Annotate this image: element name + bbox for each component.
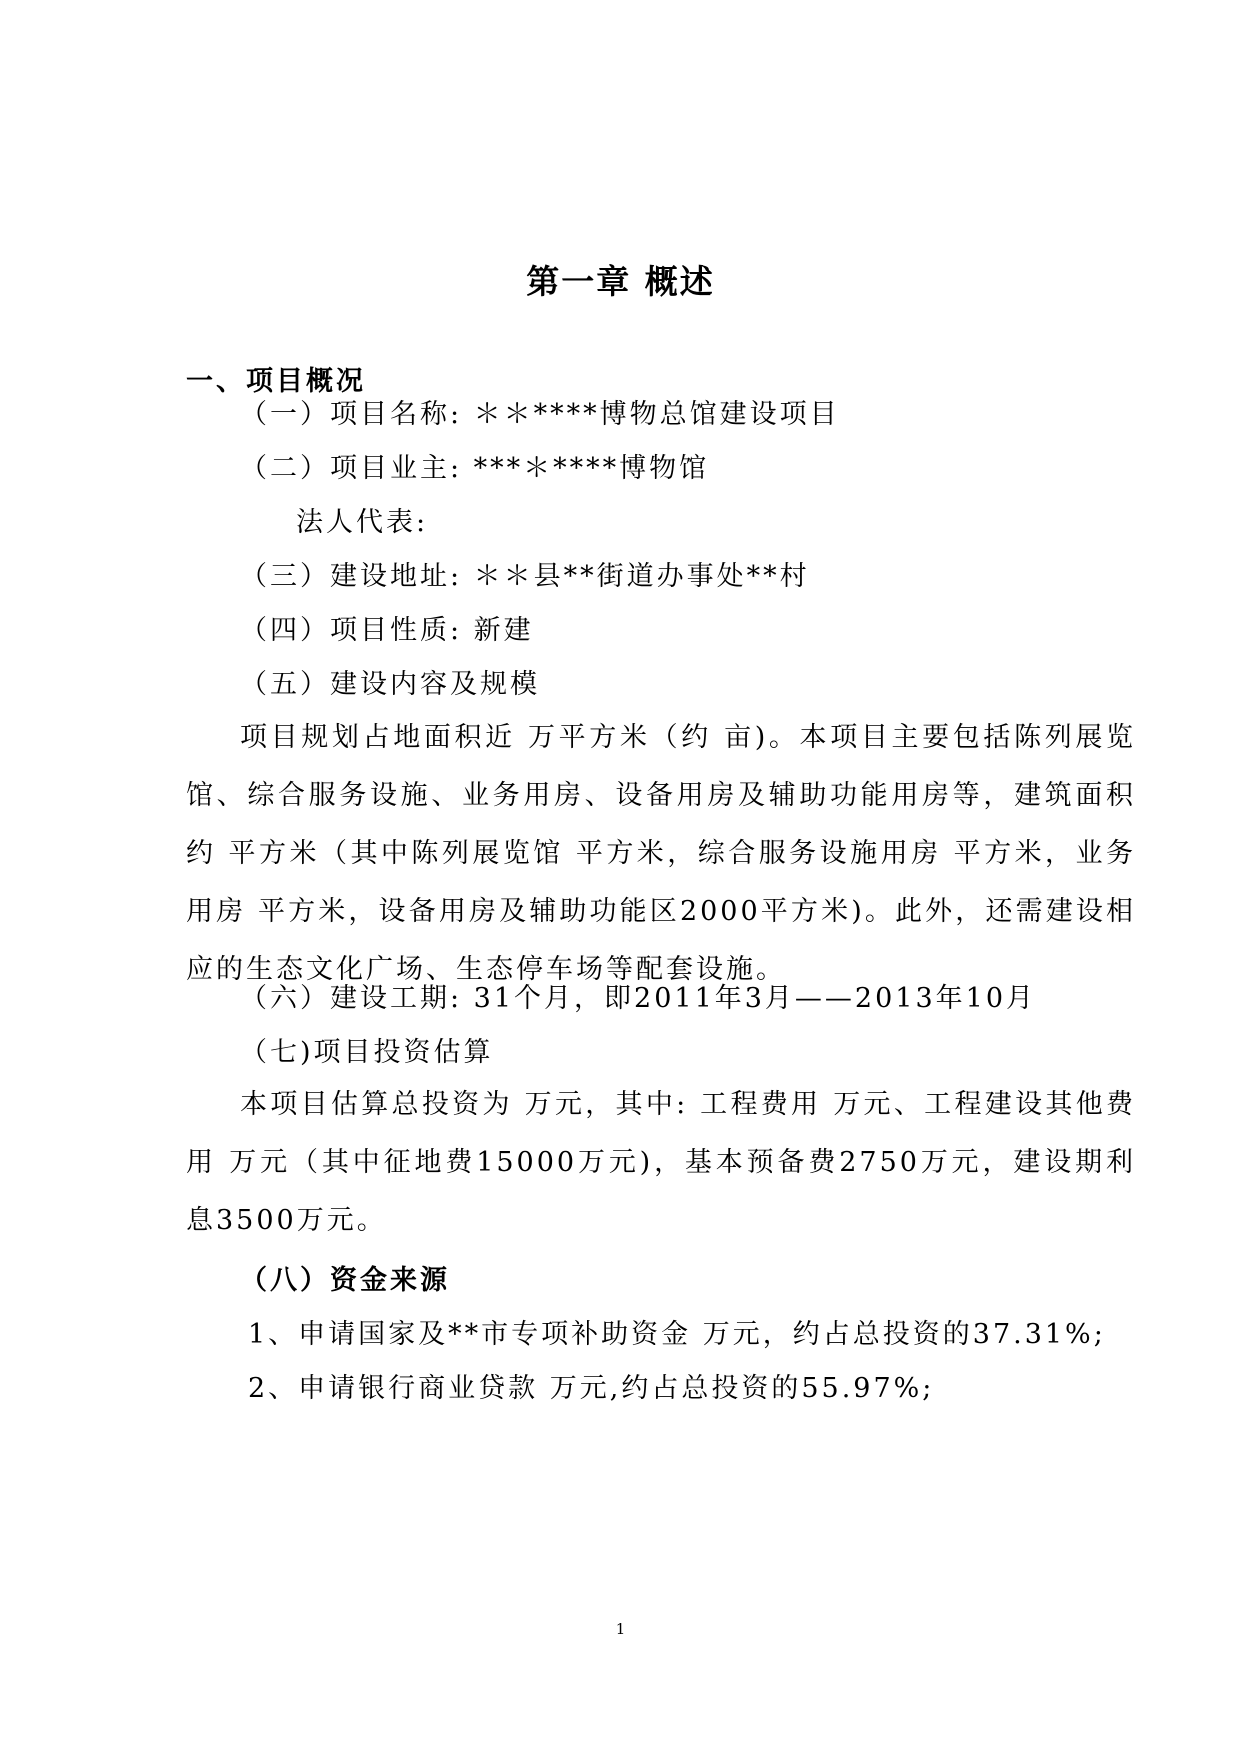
item-construction-period: （六）建设工期: 31个月，即2011年3月——2013年10月 (240, 983, 1036, 1014)
item-construction-scope: （五）建设内容及规模 (240, 669, 540, 700)
chapter-title: 第一章 概述 (526, 262, 715, 301)
funding-item-1: 1、申请国家及**市专项补助资金 万元，约占总投资的37.31%; (248, 1319, 1106, 1350)
scale-paragraph: 项目规划占地面积近 万平方米（约 亩)。本项目主要包括陈列展览馆、综合服务设施、业务用房、设备用房及辅助功能用房等，建筑面积约 平方米（其中陈列展览馆 平方米，综合服务设施用房 平方米，业务用房 平方米，设备用房及辅助功能区2000平方米)。此外，还需建设相应的生态文化广场、生态停车场等配套设施。 (186, 722, 1136, 985)
item-construction-address: （三）建设地址: ＊＊县**街道办事处**村 (240, 561, 810, 592)
item-legal-representative: 法人代表: (296, 507, 429, 538)
investment-paragraph: 本项目估算总投资为 万元，其中: 工程费用 万元、工程建设其他费用 万元（其中征地费15000万元)，基本预备费2750万元，建设期利息3500万元。 (186, 1089, 1136, 1236)
item-project-nature: （四）项目性质: 新建 (240, 615, 534, 646)
funding-item-2: 2、申请银行商业贷款 万元,约占总投资的55.97%; (248, 1373, 935, 1404)
page-number: 1 (615, 1620, 626, 1638)
section-heading: 一、项目概况 (186, 366, 366, 397)
item-project-owner: （二）项目业主: ***＊****博物馆 (240, 453, 710, 484)
item-project-name: （一）项目名称: ＊＊****博物总馆建设项目 (240, 399, 840, 430)
item-funding-source: （八）资金来源 (240, 1265, 450, 1296)
item-investment-estimate: （七)项目投资估算 (240, 1037, 494, 1068)
